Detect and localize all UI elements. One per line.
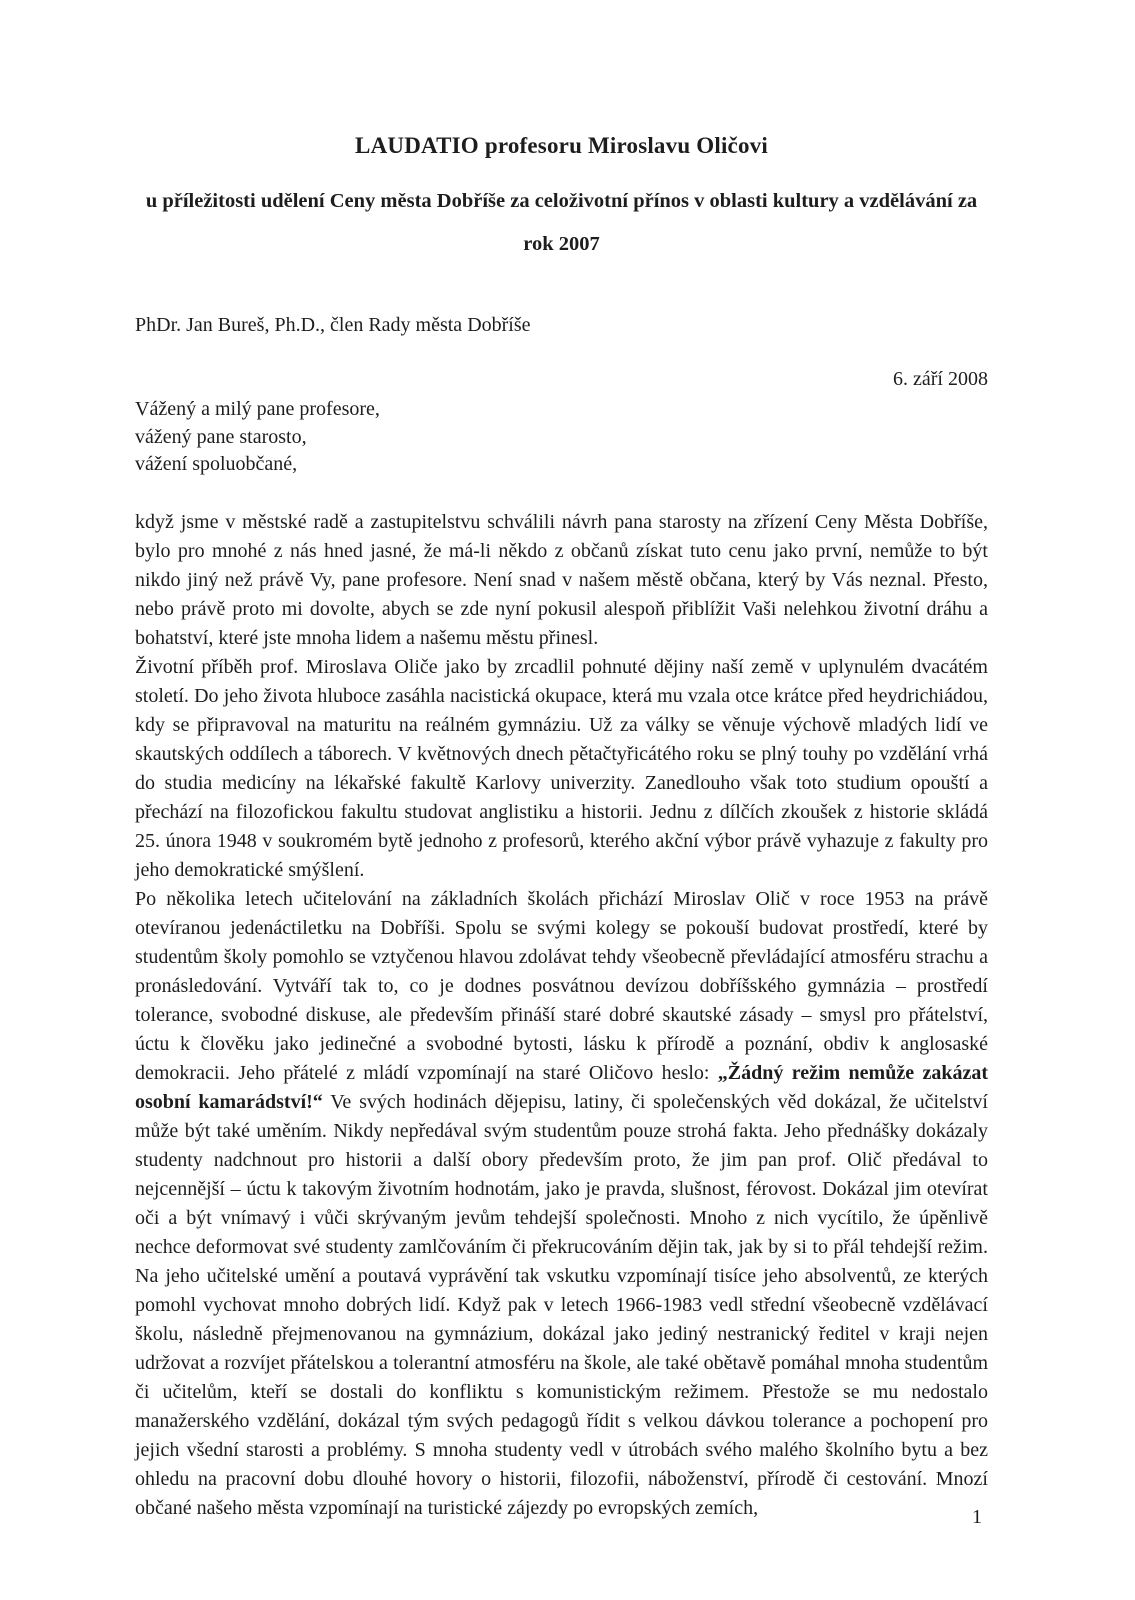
document-body — [135, 508, 988, 1523]
date-line: 6. září 2008 — [893, 368, 988, 391]
salutation-block — [135, 396, 988, 479]
paragraph-text: Ve svých hodinách dějepisu, latiny, či společenských věd dokázal, že učitelství může být také uměním. Nikdy nepředával svým studentům pouze strohá fakta. Jeho přednášky dokázaly studenty nadchnout pro historii a další obory především proto, že jim pan prof. Olič předával to nejcennější – úctu k takovým životním hodnotám, jako je pravda, slušnost, férovost. Dokázal jim otevírat oči a být vnímavý i vůči skrývaným jevům tehdejší společnosti. Mnoho z nich vycítilo, že úpěnlivě nechce deformovat své studenty zamlčováním či překrucováním dějin tak, jak by si to přál tehdejší režim. Na jeho učitelské umění a poutavá vyprávění tak vskutku vzpomínají tisíce jeho absolventů, ze kterých pomohl vychovat mnoho dobrých lidí. Když pak v letech 1966-1983 vedl střední všeobecně vzdělávací školu, následně přejmenovanou na gymnázium, dokázal jako jediný nestranický ředitel v kraji nejen udržovat a rozvíjet přátelskou a tolerantní atmosféru na škole, ale také obětavě pomáhal mnoha studentům či učitelům, kteří se dostali do konfliktu s komunistickým režimem. Přestože se mu nedostalo manažerského vzdělání, dokázal tým svých pedagogů řídit s velkou dávkou tolerance a pochopení pro jejich všední starosti a problémy. S mnoha studenty vedl v útrobách svého malého školního bytu a bez ohledu na pracovní dobu dlouhé hovory o historii, filozofii, náboženství, přírodě či cestování. Mnozí občané našeho města vzpomínají na turistické zájezdy po evropských zemích, — [135, 1090, 988, 1519]
salutation-line-1: Vážený a milý pane profesore, — [135, 398, 380, 421]
author-line: PhDr. Jan Bureš, Ph.D., člen Rady města Dobříše — [135, 314, 531, 337]
paragraph-text: Po několika letech učitelování na základních školách přichází Miroslav Olič v roce 1953 na právě otevíranou jedenáctiletku na Dobříši. Spolu se svými kolegy se pokouší budovat prostředí, které by studentům školy pomohlo se vztyčenou hlavou zdolávat tehdy všeobecně převládající atmosféru strachu a pronásledování. Vytváří tak to, co je dodnes posvátnou devízou dobříšského gymnázia – prostředí tolerance, svobodné diskuse, ale především přináší staré dobré skautské zásady – smysl pro přátelství, úctu k člověku jako jedinečné a svobodné bytosti, lásku k přírodě a poznání, obdiv k anglosaské demokracii. Jeho přátelé z mládí vzpomínají na staré Oličovo heslo: — [135, 887, 988, 1084]
motto-bold-text: „Žádný režim nemůže zakázat osobní kamarádství!“ — [135, 1061, 988, 1113]
salutation-line-3: vážení spoluobčané, — [135, 453, 298, 476]
paragraph-text: když jsme v městské radě a zastupitelstvu schválili návrh pana starosty na zřízení Ceny Města Dobříše, bylo pro mnohé z nás hned jasné, že má-li někdo z občanů získat tuto cenu jako první, nemůže to být nikdo jiný než právě Vy, pane profesore. Není snad v našem městě občana, který by Vás neznal. Přesto, nebo právě proto mi dovolte, abych se zde nyní pokusil alespoň přiblížit Vaši nelehkou životní dráhu a bohatství, které jste mnoha lidem a našemu městu přinesl. — [135, 510, 988, 649]
paragraph-text: Životní příběh prof. Miroslava Oliče jako by zrcadlil pohnuté dějiny naší země v uplynulém dvacátém století. Do jeho života hluboce zasáhla nacistická okupace, která mu vzala otce krátce před heydrichiádou, kdy se připravoval na maturitu na reálném gymnáziu. Už za války se věnuje výchově mladých lidí ve skautských oddílech a táborech. V květnových dnech pětačtyřicátého roku se plný touhy po vzdělání vrhá do studia medicíny na lékařské fakultě Karlovy univerzity. Zanedlouho však toto studium opouští a přechází na filozofickou fakultu studovat anglistiku a historii. Jednu z dílčích zkoušek z historie skládá 25. února 1948 v soukromém bytě jednoho z profesorů, kterého akční výbor právě vyhazuje z fakulty pro jeho demokratické smýšlení. — [135, 655, 988, 881]
body-paragraph-2 — [135, 653, 988, 885]
document-title: LAUDATIO profesoru Miroslavu Oličovi — [355, 133, 768, 158]
salutation-line-2: vážený pane starosto, — [135, 425, 307, 448]
page-number: 1 — [972, 1506, 982, 1528]
document-subtitle: u příležitosti udělení Ceny města Dobříše za celoživotní přínos v oblasti kultury a vzdělávání za rok 2007 — [145, 190, 978, 256]
body-paragraph-3 — [135, 885, 988, 1523]
body-paragraph-1 — [135, 508, 988, 653]
